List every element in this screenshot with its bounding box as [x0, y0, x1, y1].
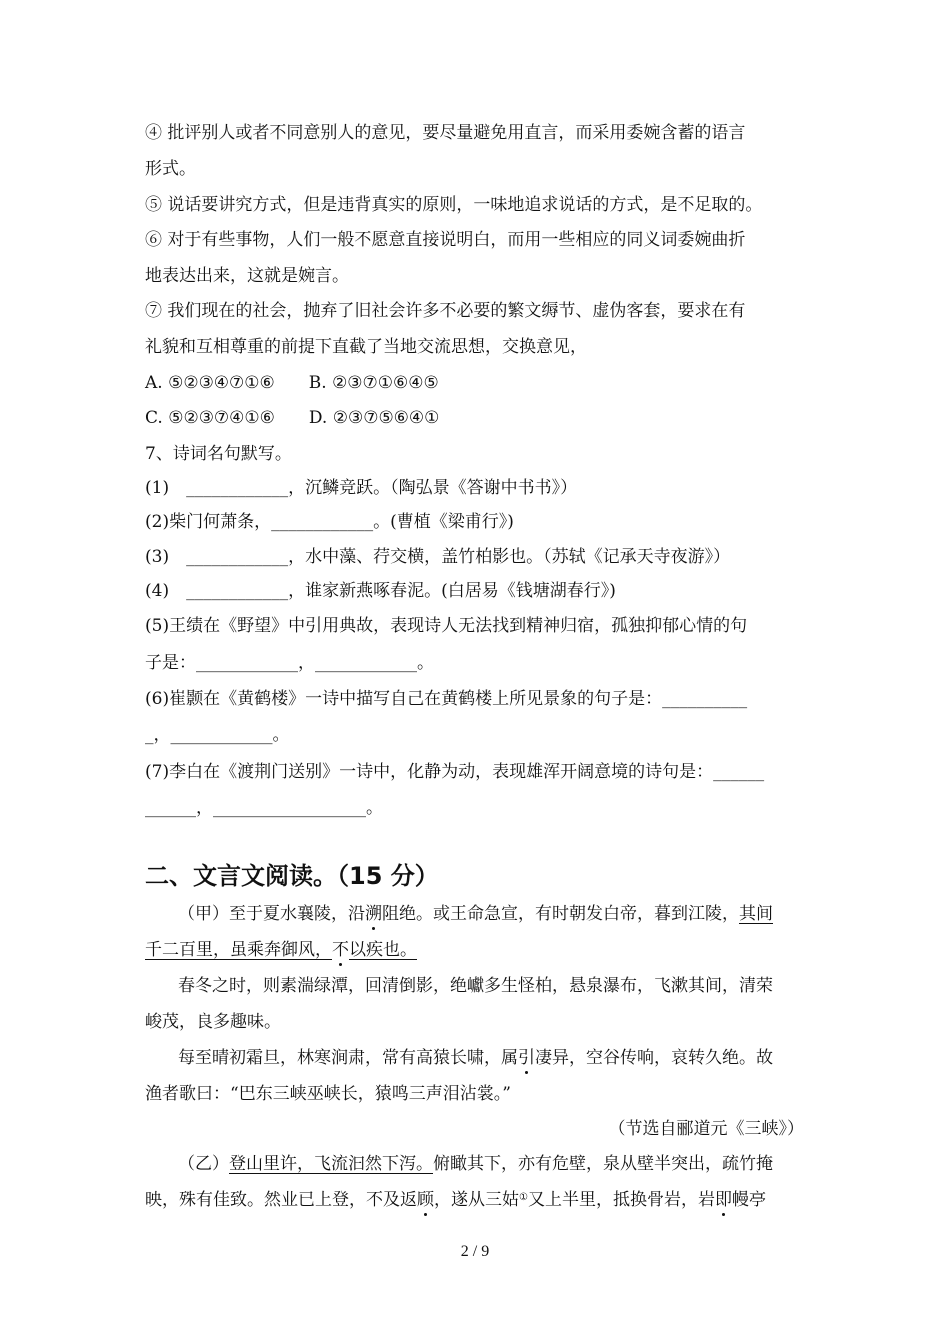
statement-4-line-2: 形式。 [145, 159, 196, 179]
poem-item-7-line-2: ______，__________________。 [145, 798, 383, 818]
poem-item-6-line-1: (6)崔颢在《黄鹤楼》一诗中描写自己在黄鹤楼上所见景象的句子是：__________ [145, 689, 748, 709]
section-heading: 二、文言文阅读。（15 分） [145, 862, 439, 890]
statement-6-line-1: ⑥ 对于有些事物，人们一般不愿意直接说明白，而用一些相应的同义词委婉曲折 [145, 230, 746, 250]
dotted-char: 溯 [365, 904, 382, 924]
passage-spring-line-2: 峻茂，良多趣味。 [145, 1012, 281, 1032]
poem-item-6-line-2: _，____________。 [145, 725, 290, 745]
question-7-title: 7、诗词名句默写。 [145, 444, 292, 464]
options-c-d: C. ⑤②③⑦④①⑥ D. ②③⑦⑤⑥④① [145, 408, 440, 428]
dotted-char: 引 [518, 1048, 535, 1068]
passage-yi-line-1 [178, 1153, 773, 1175]
page-number: 2 / 9 [460, 1243, 490, 1260]
poem-item-5-line-2: 子是：____________，____________。 [145, 653, 434, 673]
options-a-b: A. ⑤②③④⑦①⑥ B. ②③⑦①⑥④⑤ [145, 373, 439, 393]
passage-jia-line-2 [145, 939, 417, 961]
passage-yi-line-2 [145, 1189, 766, 1211]
passage-text: 映，殊有佳致。然业已上登，不及返 [145, 1190, 417, 1210]
statement-6-line-2: 地表达出来，这就是婉言。 [145, 266, 349, 286]
passage-text: 幔亭 [731, 1190, 766, 1210]
dotted-char: 不 [332, 940, 349, 960]
poem-item-7-line-1: (7)李白在《渡荆门送别》一诗中，化静为动，表现雄浑开阔意境的诗句是：______ [145, 762, 765, 782]
statement-7-line-1: ⑦ 我们现在的社会，抛弃了旧社会许多不必要的繁文缛节、虚伪客套，要求在有 [145, 301, 746, 321]
passage-text: （甲）至于夏水襄陵，沿 [178, 904, 365, 924]
footnote-marker: ① [519, 1192, 528, 1203]
underlined-part: 千二百里，虽乘奔御风， [145, 940, 332, 960]
passage-text: ，遂从三姑 [434, 1190, 519, 1210]
poem-item-4: (4) ____________，谁家新燕啄春泥。(白居易《钱塘湖春行》) [145, 581, 616, 601]
statement-7-line-2: 礼貌和互相尊重的前提下直截了当地交流思想，交换意见， [145, 337, 587, 357]
passage-spring-line-1: 春冬之时，则素湍绿潭，回清倒影，绝巘多生怪柏，悬泉瀑布，飞漱其间，清荣 [178, 976, 773, 996]
underlined-part: 以疾也。 [349, 940, 417, 960]
passage-text: 凄异，空谷传响，哀转久绝。故 [535, 1048, 773, 1068]
dotted-char: 顾 [417, 1190, 434, 1210]
passage-autumn-line-1 [178, 1047, 773, 1069]
underlined-text: 其间 [739, 904, 773, 924]
dotted-char: 即 [714, 1190, 732, 1210]
passage-text: （乙） [178, 1154, 229, 1174]
underlined-text: 登山里许，飞流汩然下泻。 [229, 1154, 433, 1174]
passage-jia-line-1 [178, 903, 773, 925]
statement-5: ⑤ 说话要讲究方式，但是违背真实的原则，一味地追求说话的方式，是不足取的。 [145, 195, 763, 215]
passage-source: （节选自郦道元《三峡》） [608, 1119, 804, 1139]
underlined-text [145, 940, 417, 960]
passage-text: 阻绝。或王命急宣，有时朝发白帝，暮到江陵， [382, 904, 739, 924]
passage-text: 又上半里，抵换骨岩，岩 [527, 1190, 715, 1210]
statement-4-line-1: ④ 批评别人或者不同意别人的意见，要尽量避免用直言，而采用委婉含蓄的语言 [145, 123, 746, 143]
passage-text: 俯瞰其下，亦有危壁，泉从壁半突出，疏竹掩 [433, 1154, 773, 1174]
poem-item-3: (3) ____________，水中藻、荇交横，盖竹柏影也。（苏轼《记承天寺夜游》） [145, 547, 731, 567]
poem-item-1: (1) ____________，沉鳞竞跃。（陶弘景《答谢中书书》） [145, 478, 578, 498]
poem-item-5-line-1: (5)王绩在《野望》中引用典故，表现诗人无法找到精神归宿，孤独抑郁心情的句 [145, 616, 748, 636]
passage-autumn-line-2: 渔者歌曰：“巴东三峡巫峡长，猿鸣三声泪沾裳。” [145, 1084, 511, 1104]
poem-item-2: (2)柴门何萧条，____________。(曹植《梁甫行》) [145, 512, 514, 532]
passage-text: 每至晴初霜旦，林寒涧肃，常有高猿长啸，属 [178, 1048, 518, 1068]
